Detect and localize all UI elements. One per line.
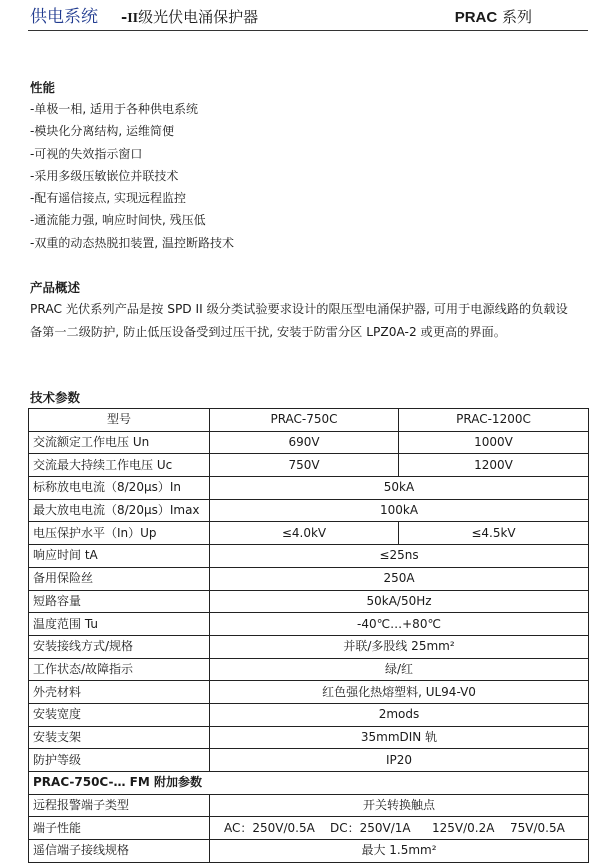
- spec-value: 开关转换触点: [210, 794, 589, 817]
- spec-label: 响应时间 tA: [29, 545, 210, 568]
- table-row: [29, 749, 589, 772]
- feature-item: -通流能力强, 响应时间快, 残压低: [30, 213, 206, 228]
- spec-value: ≤25ns: [210, 545, 589, 568]
- table-header-row: [29, 409, 589, 432]
- series-code-rest: 系列: [497, 8, 532, 26]
- spec-value: 2mods: [210, 703, 589, 726]
- spec-value-a: 750V: [210, 454, 399, 477]
- table-row: [29, 703, 589, 726]
- col-model-a: PRAC-750C: [210, 409, 399, 432]
- feature-item: -配有遥信接点, 实现远程监控: [30, 191, 186, 206]
- col-model-b: PRAC-1200C: [399, 409, 589, 432]
- table-row: [29, 635, 589, 658]
- feature-item: -双重的动态热脱扣装置, 温控断路技术: [30, 235, 234, 250]
- title-separator: -: [121, 8, 128, 26]
- series-code: [455, 6, 532, 29]
- feature-item: -可视的失效指示窗口: [30, 146, 143, 161]
- table-row: [29, 522, 589, 545]
- spec-value: 100kA: [210, 499, 589, 522]
- table-row: [29, 431, 589, 454]
- spec-table: [28, 408, 589, 863]
- spec-label: 标称放电电流（8/20μs）In: [29, 477, 210, 500]
- title-level: II: [127, 11, 139, 26]
- document-header: [28, 6, 588, 31]
- feature-item: -模块化分离结构, 运维简便: [30, 124, 174, 139]
- spec-value: 红色强化热熔塑料, UL94-V0: [210, 681, 589, 704]
- terminal-values-cell: [210, 817, 589, 840]
- spec-label: 防护等级: [29, 749, 210, 772]
- table-row: [29, 590, 589, 613]
- table-row: [29, 499, 589, 522]
- spec-value: 50kA/50Hz: [210, 590, 589, 613]
- spec-label: 外壳材料: [29, 681, 210, 704]
- product-title: [121, 6, 258, 30]
- spec-label: 遥信端子接线规格: [29, 840, 210, 863]
- spec-value-b: ≤4.5kV: [399, 522, 589, 545]
- terminal-value: 125V/0.2A: [432, 820, 495, 835]
- overview-text: PRAC 光伏系列产品是按 SPD II 级分类试验要求设计的限压型电涌保护器, 可用于电源线路的负载设备第一二级防护, 防止低压设备受到过压干扰, 安装于防雷分区 LPZ0A-2 或更高的界面。: [30, 302, 568, 339]
- terminal-value: DC：250V/1A: [330, 820, 411, 835]
- spec-value: 绿/红: [210, 658, 589, 681]
- spec-label: 端子性能: [29, 817, 210, 840]
- spec-value: IP20: [210, 749, 589, 772]
- table-row: [29, 567, 589, 590]
- spec-value-b: 1200V: [399, 454, 589, 477]
- features-heading: 性能: [30, 80, 56, 95]
- spec-label: 交流额定工作电压 Un: [29, 431, 210, 454]
- table-row: [29, 681, 589, 704]
- spec-value: 并联/多股线 25mm²: [210, 635, 589, 658]
- spec-label: 短路容量: [29, 590, 210, 613]
- table-row: [29, 454, 589, 477]
- spec-label: 安装支架: [29, 726, 210, 749]
- table-row: [29, 613, 589, 636]
- series-code-bold: PRAC: [454, 9, 498, 26]
- terminal-value: 75V/0.5A: [510, 820, 565, 835]
- spec-value-b: 1000V: [399, 431, 589, 454]
- table-row: [29, 817, 589, 840]
- spec-label: 电压保护水平（In）Up: [29, 522, 210, 545]
- feature-item: -单极一相, 适用于各种供电系统: [30, 102, 198, 116]
- col-model-header: 型号: [29, 409, 210, 432]
- table-row: [29, 477, 589, 500]
- spec-value: -40℃…+80℃: [210, 613, 589, 636]
- series-name: 供电系统: [30, 7, 98, 27]
- spec-value: 最大 1.5mm²: [210, 840, 589, 863]
- table-row: [29, 840, 589, 863]
- spec-value: 35mmDIN 轨: [210, 726, 589, 749]
- spec-label: 交流最大持续工作电压 Uc: [29, 454, 210, 477]
- overview-heading: 产品概述: [30, 280, 81, 295]
- features-list: [30, 98, 234, 254]
- terminal-value: AC：250V/0.5A: [224, 820, 315, 835]
- spec-label: 安装宽度: [29, 703, 210, 726]
- spec-label: 最大放电电流（8/20μs）Imax: [29, 499, 210, 522]
- feature-item: -采用多级压敏嵌位并联技术: [30, 168, 179, 183]
- specs-heading: 技术参数: [30, 390, 81, 405]
- spec-label: 温度范围 Tu: [29, 613, 210, 636]
- spec-label: 远程报警端子类型: [29, 794, 210, 817]
- spec-label: 备用保险丝: [29, 567, 210, 590]
- spec-value-a: ≤4.0kV: [210, 522, 399, 545]
- table-row: [29, 658, 589, 681]
- title-rest: 级光伏电涌保护器: [138, 8, 259, 26]
- table-row: [29, 794, 589, 817]
- accessory-heading: PRAC-750C-… FM 附加参数: [29, 772, 589, 795]
- spec-value: 50kA: [210, 477, 589, 500]
- spec-value: 250A: [210, 567, 589, 590]
- accessory-group-row: [29, 772, 589, 795]
- spec-value-a: 690V: [210, 431, 399, 454]
- table-row: [29, 726, 589, 749]
- spec-label: 工作状态/故障指示: [29, 658, 210, 681]
- spec-label: 安装接线方式/规格: [29, 635, 210, 658]
- table-row: [29, 545, 589, 568]
